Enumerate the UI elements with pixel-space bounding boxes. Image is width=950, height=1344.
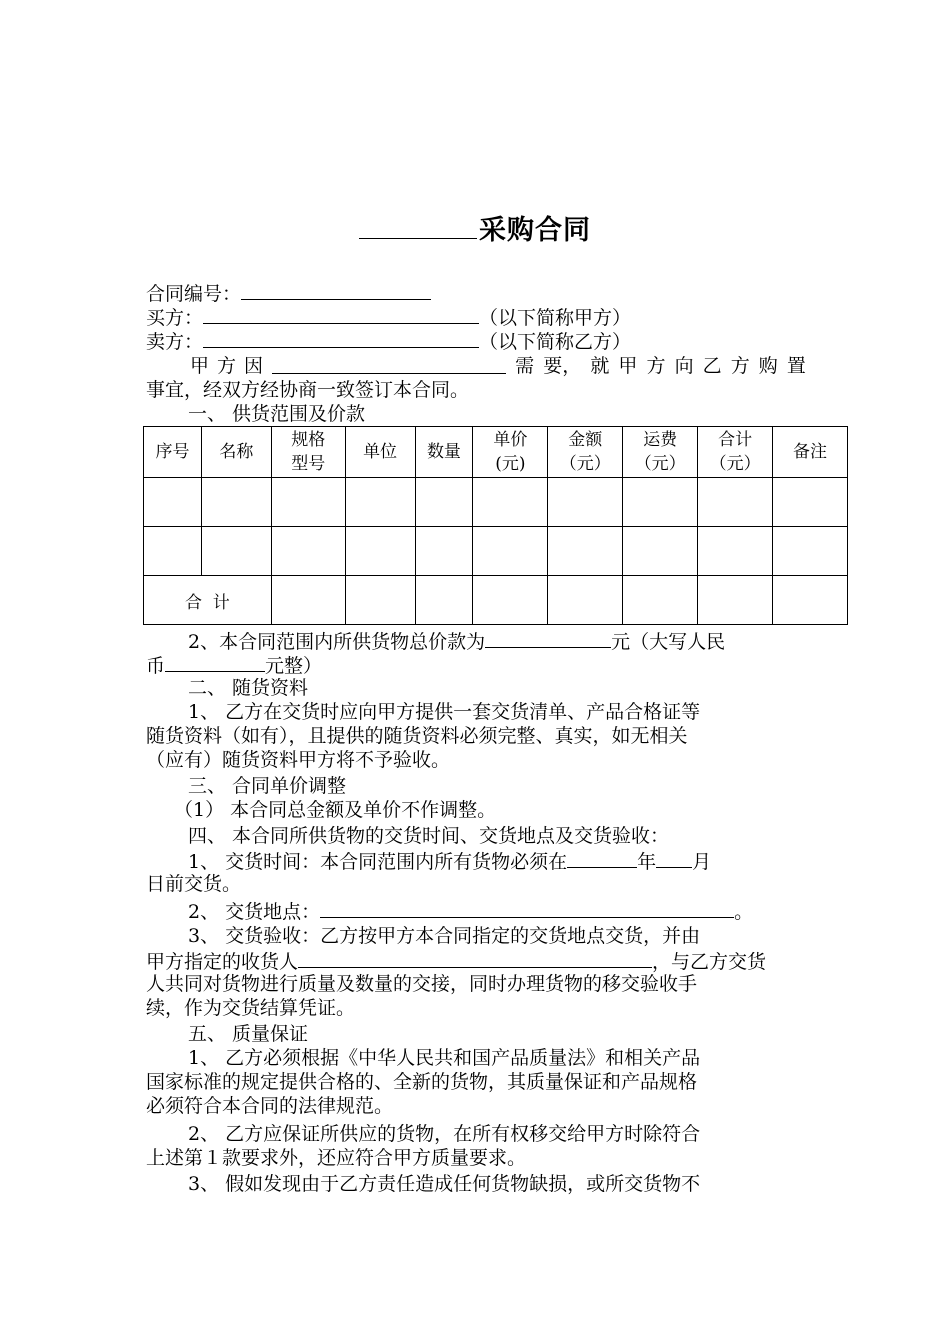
section-2-heading: 二、 随货资料 [188,677,309,699]
buyer-suffix: （以下简称甲方） [479,307,632,329]
intro-char: 因 [244,355,264,377]
table-cell[interactable] [415,478,473,527]
clause-5-3-line-1: 3、 假如发现由于乙方责任造成任何货物缺损，或所交货物不 [188,1173,701,1195]
receiver-blank[interactable] [298,948,652,968]
title-blank[interactable] [359,216,477,239]
clause-1-2-text-b: 元（大写人民 [611,631,726,653]
total-price-words-blank[interactable] [165,652,265,672]
clause-5-1-line-3: 必须符合本合同的法律规范。 [146,1095,394,1117]
header-cell: 合计 （元） [698,427,773,478]
clause-1-2-line-2 [146,652,322,678]
table-row [144,478,848,527]
table-cell[interactable] [773,478,848,527]
clause-4-3-line-4: 续，作为交货结算凭证。 [146,997,356,1019]
clause-2-1-line-1: 1、 乙方在交货时应向甲方提供一套交货清单、产品合格证等 [188,701,701,723]
clause-5-2-line-1: 2、 乙方应保证所供应的货物，在所有权移交给甲方时除符合 [188,1123,701,1145]
table-cell[interactable] [144,527,202,576]
table-cell[interactable] [271,576,345,625]
seller-line [146,328,631,354]
table-cell[interactable] [698,576,773,625]
clause-4-2 [188,898,753,924]
table-cell[interactable] [415,576,473,625]
contract-no-blank[interactable] [241,280,431,300]
total-price-blank[interactable] [485,628,611,648]
intro-char: 方 [646,355,666,377]
buyer-blank[interactable] [203,304,479,324]
delivery-place-blank[interactable] [320,898,734,918]
intro-char: 甲 [618,355,638,377]
header-cell: 序号 [144,427,202,478]
header-cell: 单价 (元) [473,427,548,478]
table-cell[interactable] [271,527,345,576]
clause-4-3-line-2 [146,948,766,974]
intro-char: 乙 [702,355,722,377]
intro-char: 就 [590,355,610,377]
contract-no-label: 合同编号： [146,283,242,305]
seller-suffix: （以下简称乙方） [479,331,632,353]
table-cell[interactable] [201,527,271,576]
intro-line-1 [146,354,806,378]
table-cell[interactable] [623,478,698,527]
clause-4-1-line-2: 日前交货。 [146,873,242,895]
table-cell[interactable] [698,527,773,576]
intro-prefix [190,354,263,378]
seller-label: 卖方： [146,331,204,353]
table-cell[interactable] [548,527,623,576]
table-cell[interactable] [345,478,415,527]
table-cell[interactable] [345,527,415,576]
delivery-year-blank[interactable] [567,848,637,868]
header-cell: 名称 [201,427,271,478]
table-cell[interactable] [345,576,415,625]
contract-title [0,208,950,247]
table-cell[interactable] [623,576,698,625]
header-cell: 规格 型号 [271,427,345,478]
table-cell[interactable] [473,478,548,527]
header-cell: 金额 （元） [548,427,623,478]
intro-char: 向 [674,355,694,377]
table-cell[interactable] [548,576,623,625]
clause-4-1-text-a: 1、 交货时间：本合同范围内所有货物必须在 [188,851,568,873]
clause-4-1-text-b: 年 [637,851,657,873]
intro-char: 方 [730,355,750,377]
table-header-row [144,427,848,478]
total-label: 合 计 [144,576,272,625]
intro-char: 购 [758,355,778,377]
clause-3-1: （1） 本合同总金额及单价不作调整。 [174,799,497,821]
contract-no-line [146,280,431,306]
table-row [144,527,848,576]
clause-4-2-text-b: 。 [734,901,754,923]
clause-4-3-line-1: 3、 交货验收：乙方按甲方本合同指定的交货地点交货，并由 [188,925,701,947]
intro-line-2: 事宜，经双方经协商一致签订本合同。 [146,379,470,401]
clause-1-2-text-d: 元整） [265,655,323,677]
clause-5-1-line-1: 1、 乙方必须根据《中华人民共和国产品质量法》和相关产品 [188,1047,701,1069]
clause-4-1-text-c: 月 [692,851,712,873]
clause-4-3-text-b: ，与乙方交货 [652,951,767,973]
clause-4-2-text-a: 2、 交货地点： [188,901,321,923]
buyer-line [146,304,631,330]
clause-5-1-line-2: 国家标准的规定提供合格的、全新的货物，其质量保证和产品规格 [146,1071,698,1093]
header-cell: 数量 [415,427,473,478]
header-cell: 单位 [345,427,415,478]
clause-1-2-text-c: 币 [146,655,166,677]
clause-1-2-text-a: 2、本合同范围内所供货物总价款为 [188,631,486,653]
intro-char: 置 [786,355,806,377]
clause-4-3-text-a: 甲方指定的收货人 [146,951,299,973]
intro-char: 甲 [190,355,210,377]
clause-2-1-line-3: （应有）随货资料甲方将不予验收。 [146,749,451,771]
intro-char: 要， [543,355,582,377]
table-total-row [144,576,848,625]
table-cell[interactable] [271,478,345,527]
section-1-heading: 一、 供货范围及价款 [188,403,366,425]
table-cell[interactable] [144,478,202,527]
section-3-heading: 三、 合同单价调整 [188,775,347,797]
title-text: 采购合同 [479,215,591,246]
table-cell[interactable] [201,478,271,527]
table-cell[interactable] [773,576,848,625]
table-cell[interactable] [773,527,848,576]
goods-table [143,426,848,625]
clause-2-1-line-2: 随货资料（如有），且提供的随货资料必须完整、真实，如无相关 [146,725,688,747]
table-cell[interactable] [415,527,473,576]
header-cell: 备注 [773,427,848,478]
intro-char: 需 [515,355,535,377]
delivery-month-blank[interactable] [656,848,692,868]
table-cell[interactable] [473,527,548,576]
table-cell[interactable] [548,478,623,527]
table-cell[interactable] [473,576,548,625]
purpose-blank[interactable] [272,354,506,374]
clause-1-2-line-1 [188,628,725,654]
section-5-heading: 五、 质量保证 [188,1023,309,1045]
table-cell[interactable] [698,478,773,527]
table-cell[interactable] [623,527,698,576]
buyer-label: 买方： [146,307,204,329]
section-4-heading: 四、 本合同所供货物的交货时间、交货地点及交货验收： [188,825,670,847]
header-cell: 运费 （元） [623,427,698,478]
seller-blank[interactable] [203,328,479,348]
clause-4-1-line-1 [188,848,711,874]
clause-5-2-line-2: 上述第１款要求外，还应符合甲方质量要求。 [146,1147,527,1169]
clause-4-3-line-3: 人共同对货物进行质量及数量的交接，同时办理货物的移交验收手 [146,973,698,995]
intro-char: 方 [217,355,237,377]
